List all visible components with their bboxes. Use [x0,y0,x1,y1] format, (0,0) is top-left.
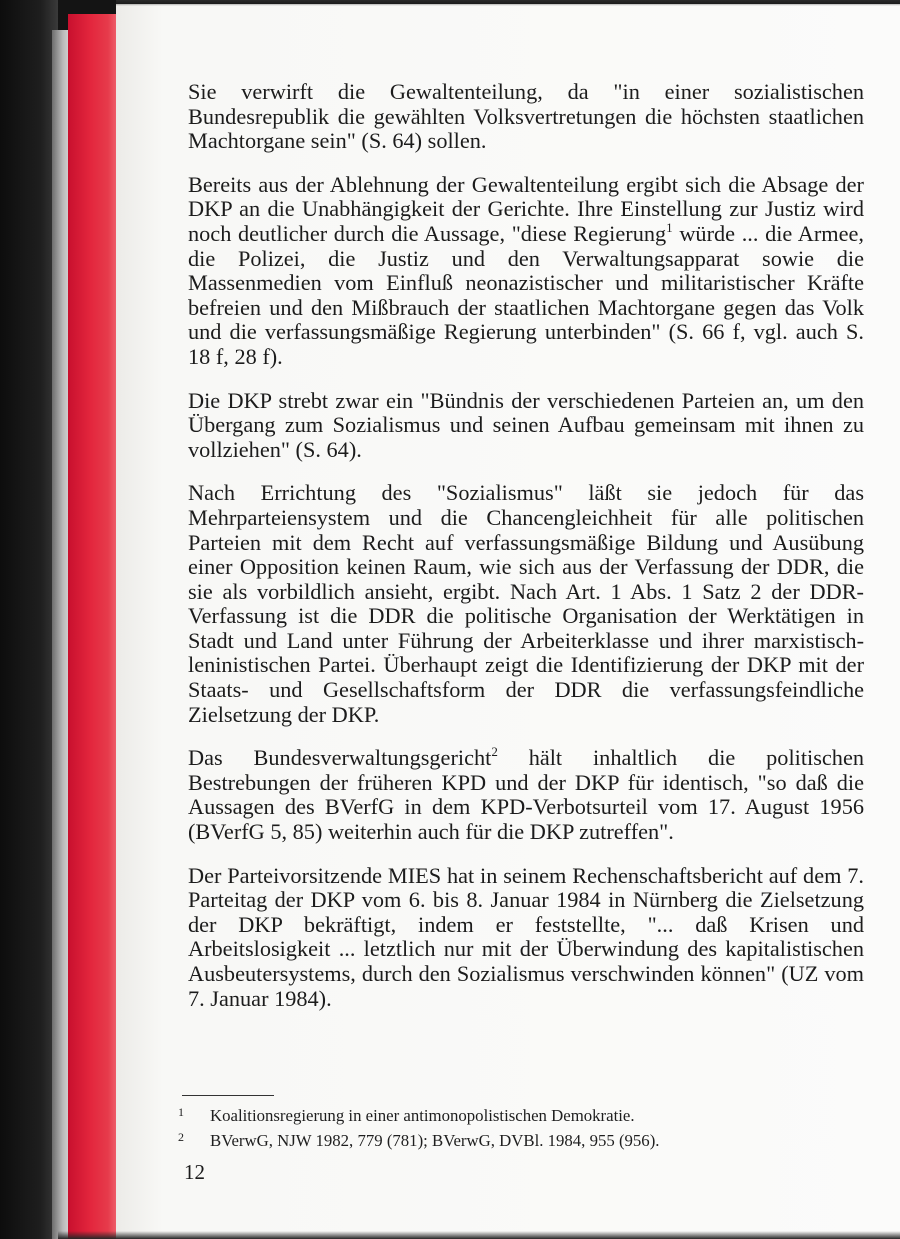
paragraph-3: Die DKP strebt zwar ein "Bündnis der verschiedenen Parteien an, um den Übergang zum Sozialismus und seinen Aufbau gemeinsam mit ihnen zu vollziehen" (S. 64). [188,387,864,462]
body-text [188,80,864,1030]
paragraph-4: Nach Errichtung des "Sozialismus" läßt sie jedoch für das Mehrparteiensystem und die Chancengleichheit für alle politischen Parteien mit dem Recht auf verfassungsmäßige Bildung und Ausübung einer Opposition keinen Raum, wie sich aus der Verfassung der DDR, die sie als vorbildlich ansieht, ergibt. Nach Art. 1 Abs. 1 Satz 2 der DDR-Verfassung ist die DDR die politische Organisation der Werktätigen in Stadt und Land unter Führung der Arbeiterklasse und ihrer marxistisch-leninistischen Partei. Überhaupt zeigt die Identifizierung der DKP mit der Staats- und Gesellschaftsform der DDR die verfassungsfeindliche Zielsetzung der DKP. [188,480,864,727]
footnote-1-mark: 1 [178,1105,184,1119]
paragraph-5-part-2: hält inhaltlich die politischen Bestrebungen der früheren KPD und der DKP für identisch, "so daß die Aussagen des BVerfG in dem KPD-Verbotsurteil vom 17. August 1956 (BVerfG 5, 85) weiterhin auch für die DKP zutreffen". [188,745,865,845]
footnote-2 [178,1128,818,1153]
paragraph-6: Der Parteivorsitzende MIES hat in seinem Rechenschaftsbericht auf dem 7. Parteitag der DKP vom 6. bis 8. Januar 1984 in Nürnberg die Zielsetzung der DKP bekräftigt, indem er feststellte, "... daß Krisen und Arbeitslosigkeit ... letztlich nur mit der Überwindung des kapitalistischen Ausbeutersystems, durch den Sozialismus verschwinden können" (UZ vom 7. Januar 1984). [188,862,864,1011]
scanner-black-edge [0,0,58,1239]
page-number: 12 [184,1160,205,1184]
footnote-divider [182,1095,274,1096]
paragraph-1: Sie verwirft die Gewaltenteilung, da "in einer sozialistischen Bundesrepublik die gewählten Volksvertretungen die höchsten staatlichen Machtorgane sein" (S. 64) sollen. [188,79,864,154]
paragraph-2 [188,173,864,370]
page-bottom-shadow [58,1231,900,1239]
footnote-2-text: BVerwG, NJW 1982, 779 (781); BVerwG, DVBl. 1984, 955 (956). [210,1131,660,1150]
footnote-1 [178,1103,818,1128]
paragraph-2-part-2: würde ... die Armee, die Polizei, die Justiz und den Verwaltungsapparat sowie die Massenmedien vom Einfluß neonazistischer und militaristischer Kräfte befreien und den Mißbrauch der staatlichen Machtorgane gegen das Volk und die verfassungsmäßige Regierung unterbinden" (S. 66 f, vgl. auch S. 18 f, 28 f). [188,220,864,369]
footnote-ref-1: 1 [666,219,673,235]
footnote-2-mark: 2 [178,1130,184,1144]
paragraph-5-part-1: Das Bundesverwaltungsgericht [188,745,492,771]
red-spine [68,14,118,1239]
footnote-ref-2: 2 [491,743,498,759]
page-top-shadow [116,0,900,6]
footnote-1-text: Koalitionsregierung in einer antimonopolistischen Demokratie. [210,1106,635,1125]
paragraph-2-part-1: Bereits aus der Ablehnung der Gewaltenteilung ergibt sich die Absage der DKP an die Unabhängigkeit der Gerichte. Ihre Einstellung zur Justiz wird noch deutlicher durch die Aussage, "diese Regierung [188,171,864,246]
footnotes [178,1103,818,1153]
paragraph-5 [188,743,865,845]
